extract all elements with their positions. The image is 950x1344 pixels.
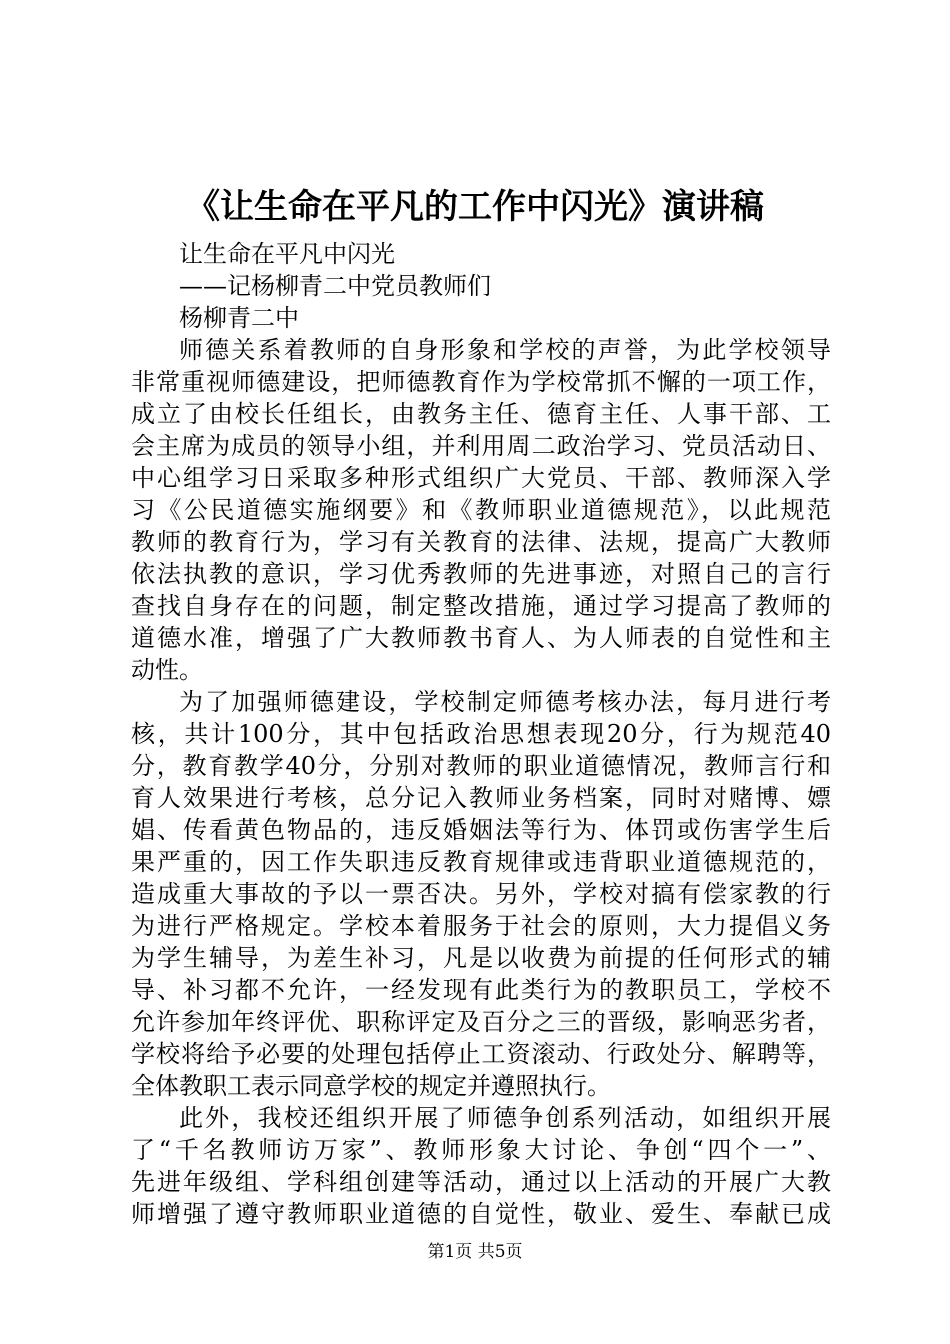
paragraph-line: 导、补习都不允许，一经发现有此类行为的教职员工，学校不 [131, 976, 831, 1004]
paragraph-line: 先进年级组、学科组创建等活动，通过以上活动的开展广大教 [131, 1168, 831, 1196]
paragraph-line: 允许参加年终评优、职称评定及百分之三的晋级，影响恶劣者， [131, 1008, 831, 1036]
paragraph-line: 了“千名教师访万家”、教师形象大讨论、争创“四个一”、 [131, 1136, 831, 1164]
page-footer [0, 1240, 950, 1264]
paragraph-line: 非常重视师德建设，把师德教育作为学校常抓不懈的一项工作， [131, 368, 831, 396]
paragraph-line: 成立了由校长任组长，由教务主任、德育主任、人事干部、工 [131, 400, 831, 428]
subheading-school: 杨柳青二中 [179, 304, 299, 332]
paragraph-line: 动性。 [131, 656, 203, 684]
paragraph-line: 道德水准，增强了广大教师教书育人、为人师表的自觉性和主 [131, 624, 831, 652]
paragraph-line: 育人效果进行考核，总分记入教师业务档案，同时对赌博、嫖 [131, 784, 831, 812]
paragraph-1 [131, 334, 831, 686]
paragraph-line: 中心组学习日采取多种形式组织广大党员、干部、教师深入学 [131, 464, 831, 492]
paragraph-line: 为进行严格规定。学校本着服务于社会的原则，大力提倡义务 [131, 912, 831, 940]
paragraph-line: 全体教职工表示同意学校的规定并遵照执行。 [131, 1072, 611, 1100]
paragraph-line: 依法执教的意识，学习优秀教师的先进事迹，对照自己的言行 [131, 560, 831, 588]
paragraph-line: 造成重大事故的予以一票否决。另外，学校对搞有偿家教的行 [131, 880, 831, 908]
page-indicator: 第1页 共5页 [427, 1242, 523, 1262]
paragraph-line: 学校将给予必要的处理包括停止工资滚动、行政处分、解聘等， [131, 1040, 831, 1068]
paragraph-3 [131, 1102, 831, 1230]
subheading-title: 让生命在平凡中闪光 [179, 240, 395, 268]
subheading-subtitle: ——记杨柳青二中党员教师们 [179, 272, 491, 300]
paragraph-line: 娼、传看黄色物品的，违反婚姻法等行为、体罚或伤害学生后 [131, 816, 831, 844]
paragraph-line: 师增强了遵守教师职业道德的自觉性，敬业、爱生、奉献已成 [131, 1200, 831, 1228]
paragraph-line: 习《公民道德实施纲要》和《教师职业道德规范》，以此规范 [131, 496, 831, 524]
paragraph-line: 此外，我校还组织开展了师德争创系列活动，如组织开展 [179, 1104, 831, 1132]
document-body [131, 238, 831, 1230]
paragraph-line: 分，教育教学40分，分别对教师的职业道德情况，教师言行和 [131, 752, 831, 780]
document-title: 《让生命在平凡的工作中闪光》演讲稿 [186, 187, 764, 227]
paragraph-line: 教师的教育行为，学习有关教育的法律、法规，提高广大教师 [131, 528, 831, 556]
paragraph-line: 为了加强师德建设，学校制定师德考核办法，每月进行考 [179, 688, 831, 716]
paragraph-line: 会主席为成员的领导小组，并利用周二政治学习、党员活动日、 [131, 432, 831, 460]
paragraph-line: 果严重的，因工作失职违反教育规律或违背职业道德规范的， [131, 848, 831, 876]
paragraph-2 [131, 686, 831, 1102]
paragraph-line: 核，共计100分，其中包括政治思想表现20分，行为规范40 [131, 720, 831, 748]
paragraph-line: 为学生辅导，为差生补习，凡是以收费为前提的任何形式的辅 [131, 944, 831, 972]
paragraph-line: 查找自身存在的问题，制定整改措施，通过学习提高了教师的 [131, 592, 831, 620]
paragraph-line: 师德关系着教师的自身形象和学校的声誉，为此学校领导 [179, 336, 831, 364]
